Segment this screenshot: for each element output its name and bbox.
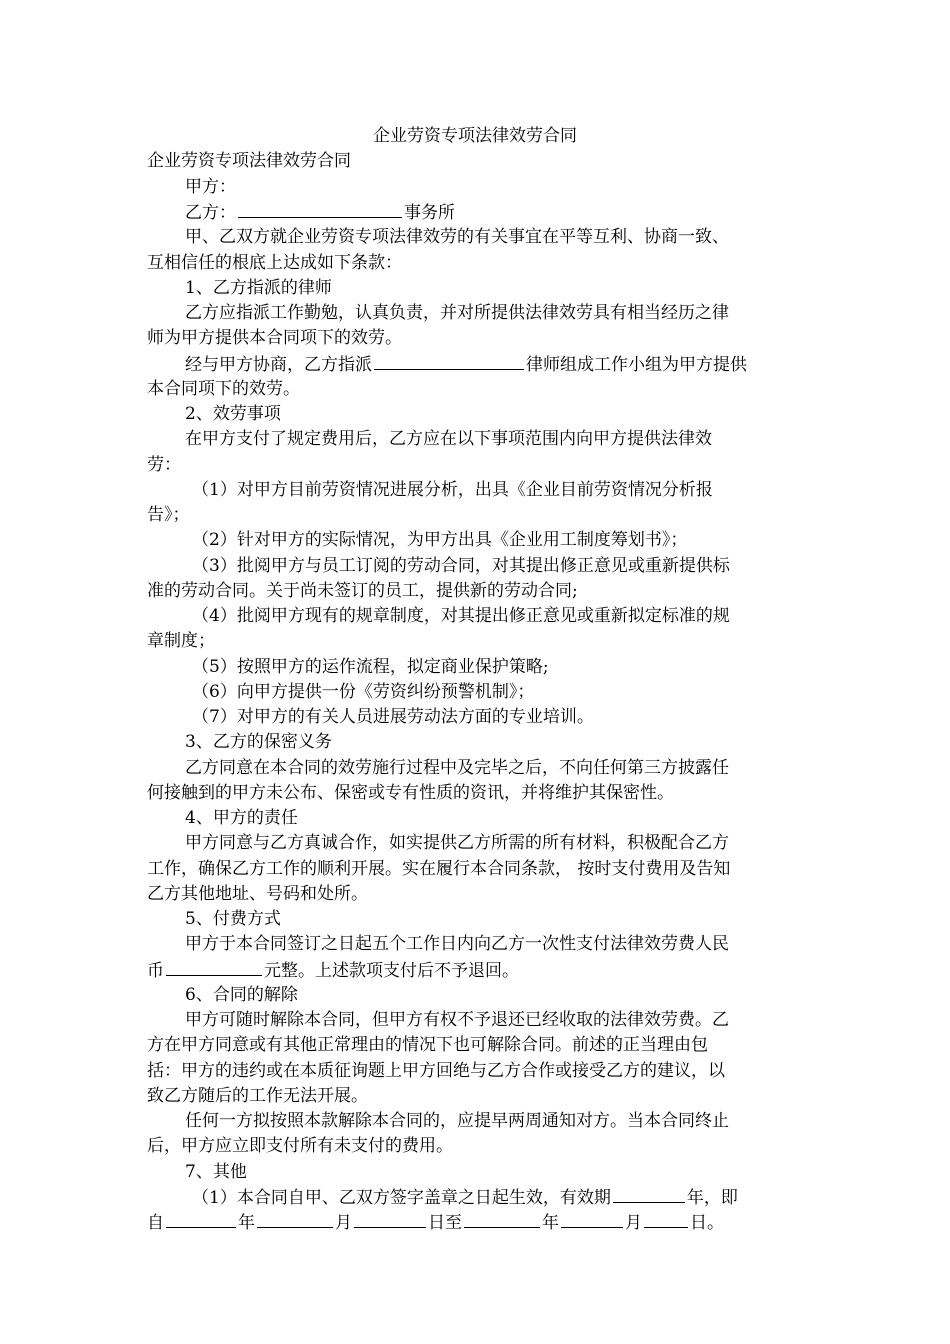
party-b-label: 乙方： — [185, 203, 236, 223]
section-2-para-line-2: 劳： — [147, 455, 181, 475]
end-day-blank — [644, 1209, 688, 1228]
start-month-blank — [257, 1209, 333, 1228]
end-day-label: 日。 — [690, 1213, 724, 1233]
section-3-para-line-1: 乙方同意在本合同的效劳施行过程中及完毕之后，不向任何第三方披露任 — [185, 758, 729, 778]
date-from-label: 自 — [147, 1213, 164, 1233]
service-item-2: （2）针对甲方的实际情况，为甲方出具《企业用工制度筹划书》； — [192, 530, 688, 550]
fee-amount-blank — [166, 957, 262, 976]
party-a-line: 甲方： — [185, 177, 236, 197]
validity-prefix: （1）本合同自甲、乙双方签字盖章之日起生效，有效期 — [192, 1188, 611, 1208]
service-item-5: （5）按照甲方的运作流程，拟定商业保护策略; — [192, 657, 549, 677]
party-b-line — [185, 199, 455, 226]
service-item-4-line-2: 章制度； — [147, 631, 215, 651]
lawyer-name-blank — [374, 351, 524, 370]
section-6-para-1-line-3: 括：甲方的违约或在本质征询题上甲方回绝与乙方合作或接受乙方的建议，以 — [147, 1061, 725, 1081]
start-day-blank — [354, 1209, 426, 1228]
service-item-4-line-1: （4）批阅甲方现有的规章制度，对其提出修正意见或重新拟定标准的规 — [192, 606, 730, 626]
section-5-para-line-1: 甲方于本合同签订之日起五个工作日内向乙方一次性支付法律效劳费人民 — [185, 934, 729, 954]
section-6-para-1-line-4: 致乙方随后的工作无法开展。 — [147, 1086, 368, 1106]
validity-suffix: 年，即 — [686, 1188, 738, 1208]
end-year-label: 年 — [542, 1213, 559, 1233]
section-3-para-line-2: 何接触到的甲方未公布、保密或专有性质的资讯，并将维护其保密性。 — [147, 783, 674, 803]
section-2-heading: 2、效劳事项 — [185, 404, 281, 424]
section-7-heading: 7、其他 — [185, 1162, 247, 1182]
party-b-suffix: 事务所 — [404, 203, 455, 223]
document-subtitle: 企业劳资专项法律效劳合同 — [147, 151, 351, 171]
fee-currency-prefix: 币 — [147, 961, 164, 981]
start-month-label: 月 — [335, 1213, 352, 1233]
service-item-1-line-1: （1）对甲方目前劳资情况进展分析，出具《企业目前劳资情况分析报 — [192, 480, 713, 500]
section-5-heading: 5、付费方式 — [185, 909, 281, 929]
section-6-heading: 6、合同的解除 — [185, 985, 298, 1005]
section-5-para-line-2 — [147, 957, 519, 984]
service-item-6: （6）向甲方提供一份《劳资纠纷预警机制》； — [192, 682, 535, 702]
fee-suffix: 元整。上述款项支付后不予退回。 — [264, 961, 519, 981]
intro-line-2: 互相信任的根底上达成如下条款： — [147, 253, 402, 273]
service-item-3-line-1: （3）批阅甲方与员工订阅的劳动合同，对其提出修正意见或重新提供标 — [192, 556, 730, 576]
start-day-to-label: 日至 — [428, 1213, 462, 1233]
section-1-para-2-line-1 — [185, 351, 747, 378]
section-2-para-line-1: 在甲方支付了规定费用后，乙方应在以下事项范围内向甲方提供法律效 — [185, 429, 712, 449]
section-4-para-line-3: 乙方其他地址、号码和处所。 — [147, 884, 368, 904]
service-item-3-line-2: 准的劳动合同。关于尚未签订的员工，提供新的劳动合同; — [147, 581, 578, 601]
section-4-heading: 4、甲方的责任 — [185, 808, 298, 828]
section-1-para-2-line-2: 本合同项下的效劳。 — [147, 379, 300, 399]
start-year-blank — [166, 1209, 236, 1228]
end-month-label: 月 — [625, 1213, 642, 1233]
section-4-para-line-1: 甲方同意与乙方真诚合作，如实提供乙方所需的所有材料，积极配合乙方 — [185, 833, 729, 853]
service-item-1-line-2: 告》； — [147, 505, 190, 525]
end-month-blank — [561, 1209, 623, 1228]
section-4-para-line-2: 工作，确保乙方工作的顺利开展。实在履行本合同条款， 按时支付费用及告知 — [147, 859, 731, 879]
section-6-para-1-line-2: 方在甲方同意或有其他正常理由的情况下也可解除合同。前述的正当理由包 — [147, 1035, 708, 1055]
section-7-item-1-line-1 — [192, 1184, 738, 1211]
start-year-label: 年 — [238, 1213, 255, 1233]
section-3-heading: 3、乙方的保密义务 — [185, 732, 332, 752]
section-6-para-2-line-2: 后，甲方应立即支付所有未支付的费用。 — [147, 1136, 453, 1156]
document-title: 企业劳资专项法律效劳合同 — [373, 126, 577, 146]
intro-line-1: 甲、乙双方就企业劳资专项法律效劳的有关事宜在平等互利、协商一致、 — [185, 227, 729, 247]
lawyer-assign-prefix: 经与甲方协商，乙方指派 — [185, 355, 372, 375]
service-item-7: （7）对甲方的有关人员进展劳动法方面的专业培训。 — [192, 707, 594, 727]
lawyer-assign-suffix: 律师组成工作小组为甲方提供 — [526, 355, 747, 375]
section-1-para-1-line-1: 乙方应指派工作勤勉，认真负责，并对所提供法律效劳具有相当经历之律 — [185, 303, 729, 323]
section-7-item-1-line-2 — [147, 1209, 724, 1236]
section-6-para-2-line-1: 任何一方拟按照本款解除本合同的，应提早两周通知对方。当本合同终止 — [185, 1111, 729, 1131]
section-6-para-1-line-1: 甲方可随时解除本合同，但甲方有权不予退还已经收取的法律效劳费。乙 — [185, 1010, 729, 1030]
validity-years-blank — [613, 1184, 685, 1203]
end-year-blank — [464, 1209, 540, 1228]
section-1-heading: 1、乙方指派的律师 — [185, 278, 332, 298]
party-b-blank — [238, 199, 402, 218]
section-1-para-1-line-2: 师为甲方提供本合同项下的效劳。 — [147, 328, 402, 348]
